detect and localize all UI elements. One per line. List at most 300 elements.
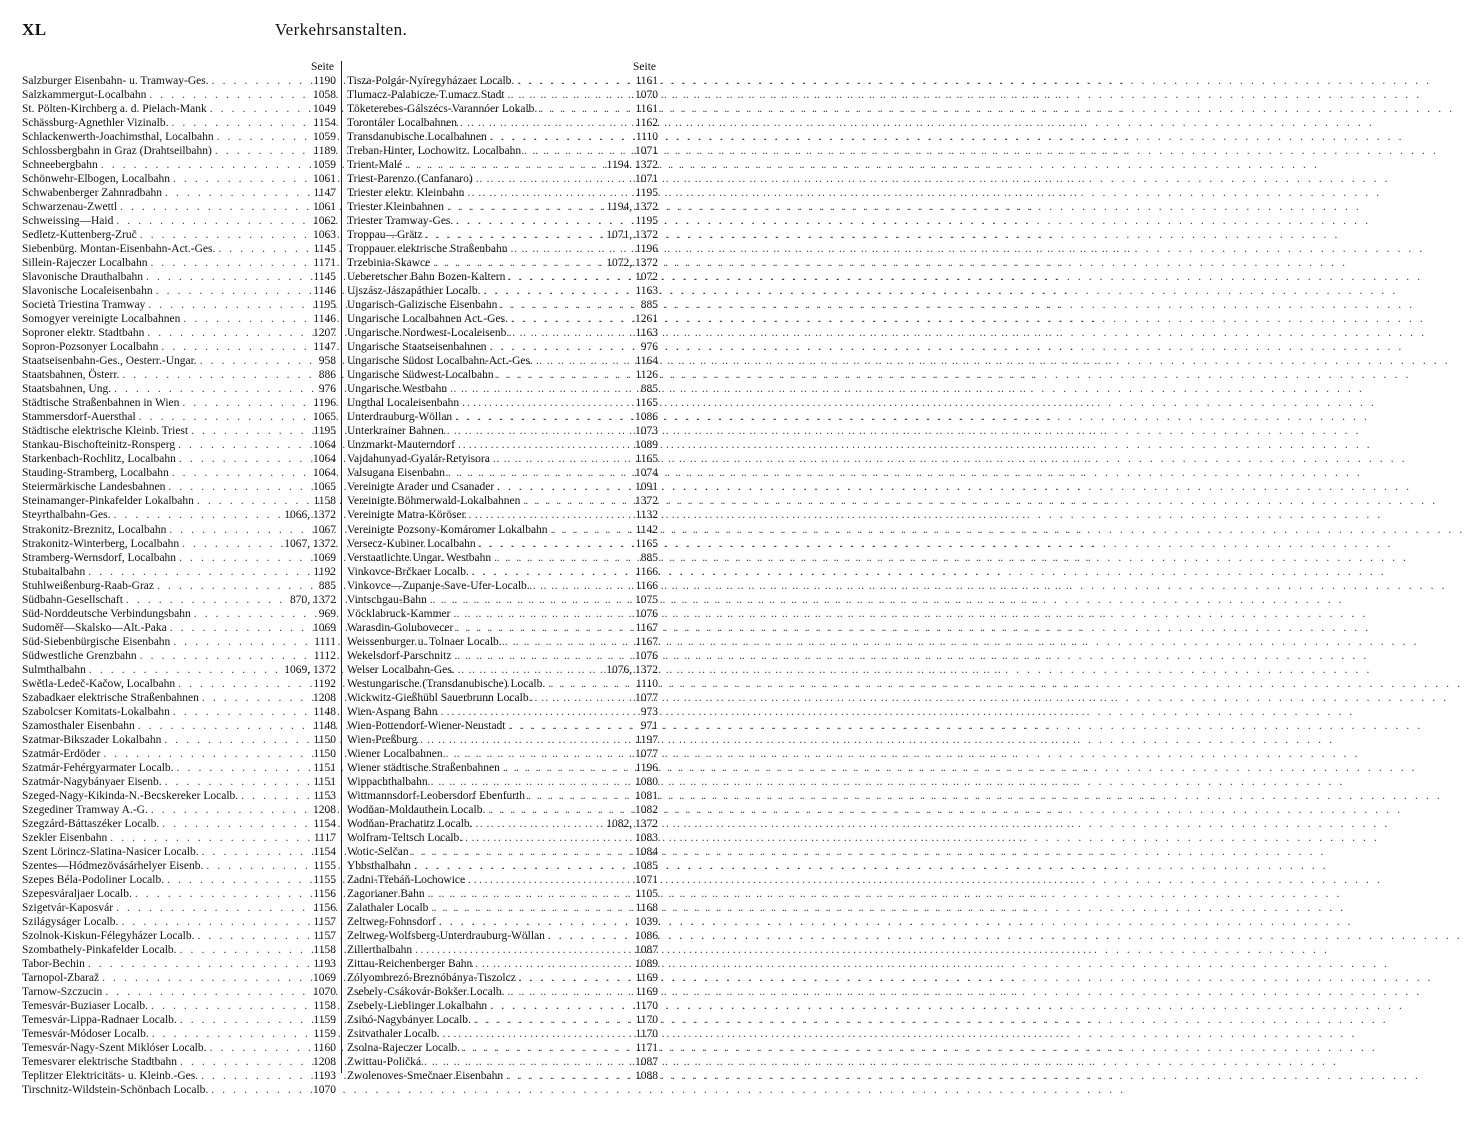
entry-name: Steinamanger-Pinkafelder Lokalbahn (22, 495, 194, 508)
index-entry (22, 887, 336, 901)
entry-name: Süd-Norddeutsche Verbindungsbahn (22, 607, 191, 620)
leader-dots (209, 74, 314, 88)
entry-page: 1069 (313, 621, 336, 634)
leader-dots (502, 635, 636, 649)
leader-dots (238, 789, 313, 803)
leader-dots (137, 649, 314, 663)
entry-page: 1069 (313, 551, 336, 564)
index-entry (22, 565, 336, 579)
entry-name: Wickwitz-Gießhübl Sauerbrunn Localb. (347, 691, 532, 704)
leader-dots (199, 845, 314, 859)
leader-dots (453, 621, 635, 635)
index-entry (22, 270, 336, 284)
entry-page: 1208 (313, 803, 336, 816)
leader-dots (85, 565, 313, 579)
index-column-left (22, 61, 336, 1097)
leader-dots (154, 579, 319, 593)
entry-name: Teplitzer Elektricitäts- u. Kleinb.-Ges. (22, 1070, 199, 1083)
index-entry (347, 228, 658, 242)
index-entry (347, 200, 658, 214)
index-entry (22, 873, 336, 887)
entry-page: 1195 (635, 187, 658, 200)
entry-name: Szatmár-Nagybányaer Eisenb. (22, 775, 162, 788)
entry-name: Szigetvár-Kaposvár (22, 901, 114, 914)
leader-dots (445, 466, 635, 480)
entry-name: Trient-Malé (347, 159, 403, 172)
entry-page: 1196 (635, 761, 658, 774)
entry-name: Steiermärkische Landesbahnen (22, 481, 166, 494)
index-entry (347, 130, 658, 144)
entry-name: Schönwehr-Elbogen, Localbahn (22, 173, 170, 186)
leader-dots (457, 116, 635, 130)
entry-page: 1150 (313, 733, 336, 746)
leader-dots (159, 817, 313, 831)
index-entry (347, 480, 658, 494)
leader-dots (102, 985, 313, 999)
entry-page: 1066, 1372 (284, 509, 336, 522)
entry-name: Temesvár-Módoser Localb. (22, 1028, 149, 1041)
entry-page: 1166 (635, 579, 658, 592)
entry-name: Wotic-Selčan (347, 845, 409, 858)
entry-name: Troppau—Grätz (347, 229, 423, 242)
entry-page: 1142 (635, 523, 658, 536)
entry-page: 1105 (635, 887, 658, 900)
entry-name: Schlossbergbahn in Graz (Drahtseilbahn) (22, 145, 212, 158)
leader-dots (158, 340, 313, 354)
index-entry (347, 326, 658, 340)
leader-dots (505, 88, 635, 102)
index-entry (22, 354, 336, 368)
entry-name: Zagorianer Bahn (347, 887, 425, 900)
entry-name: Vintschgau-Bahn (347, 593, 427, 606)
leader-dots (505, 270, 635, 284)
index-entry (22, 607, 336, 621)
index-entry (22, 1013, 336, 1027)
entry-page: 885 (640, 383, 658, 396)
leader-dots (451, 649, 635, 663)
leader-dots (214, 130, 313, 144)
leader-dots (203, 859, 313, 873)
entry-name: Wodňan-Prachatitz Localb. (347, 817, 473, 830)
index-entry (22, 999, 336, 1013)
leader-dots (132, 887, 314, 901)
index-entry (22, 775, 336, 789)
leader-dots (533, 354, 636, 368)
index-entry (347, 256, 658, 270)
entry-name: Südbahn-Gesellschaft (22, 593, 123, 606)
leader-dots (428, 775, 635, 789)
index-entry (22, 901, 336, 915)
leader-dots (438, 705, 641, 719)
entry-name: Szatmár-Erdöder (22, 747, 101, 760)
index-entry (22, 929, 336, 943)
entry-name: Soproner elektr. Stadtbahn (22, 327, 145, 340)
leader-dots (530, 579, 636, 593)
leader-dots (487, 999, 635, 1013)
index-entry (347, 943, 658, 957)
entry-name: Wolfram-Teltsch Localb. (347, 831, 463, 844)
entry-page: 1195 (635, 215, 658, 228)
index-entry (347, 593, 658, 607)
leader-dots (487, 340, 641, 354)
entry-page: 1075 (635, 593, 658, 606)
leader-dots (167, 621, 313, 635)
leader-dots (188, 424, 313, 438)
index-entry (347, 508, 658, 522)
entry-name: Wien-Pottendorf-Wiener-Neustadt (347, 719, 506, 732)
entry-name: Szent Lörincz-Slatina-Nasicer Localb. (22, 845, 199, 858)
leader-dots (162, 775, 314, 789)
entry-page: 1084 (635, 845, 658, 858)
index-entry (22, 284, 336, 298)
index-entry (22, 410, 336, 424)
index-entry (347, 410, 658, 424)
index-entry (22, 761, 336, 775)
leader-dots (411, 859, 635, 873)
index-entry (347, 859, 658, 873)
entry-page: 1193 (313, 1070, 336, 1083)
index-entry (347, 663, 658, 677)
entry-page: 1165 (635, 453, 658, 466)
entry-name: Temesvár-Buziaser Localb. (22, 1000, 149, 1013)
index-entry (22, 396, 336, 410)
entry-page: 976 (318, 383, 336, 396)
index-entry (347, 1069, 658, 1083)
index-entry (22, 663, 336, 677)
leader-dots (170, 635, 314, 649)
entry-name: Schweissing—Haid (22, 215, 114, 228)
index-entry (22, 256, 336, 270)
entry-name: Wippachthalbahn (347, 775, 428, 788)
index-entry (22, 817, 336, 831)
entry-name: Ungarische Localbahnen Act.-Ges. (347, 313, 508, 326)
entry-page: 1065 (313, 481, 336, 494)
index-entry (22, 494, 336, 508)
entry-name: Vereinigte Böhmerwald-Lokalbahnen (347, 495, 521, 508)
index-entry (347, 537, 658, 551)
entry-page: 1168 (635, 901, 658, 914)
seite-label: Seite (311, 61, 334, 73)
entry-page: 1067 (313, 523, 336, 536)
leader-dots (177, 943, 314, 957)
entry-name: Welser Localbahn-Ges. (347, 663, 455, 676)
entry-page: 1112 (313, 649, 336, 662)
entry-page: 1070 (313, 986, 336, 999)
entry-page: 1158 (313, 943, 336, 956)
leader-dots (453, 214, 635, 228)
entry-page: 1146 (313, 285, 336, 298)
entry-name: Temesvár-Nagy-Szent Miklóser Localb. (22, 1042, 207, 1055)
leader-dots (161, 733, 313, 747)
index-entry (347, 579, 658, 593)
entry-name: Stankau-Bischofteinitz-Ronsperg (22, 439, 176, 452)
leader-dots (176, 452, 313, 466)
leader-dots (440, 1027, 636, 1041)
entry-page: 973 (640, 705, 658, 718)
index-entry (22, 368, 336, 382)
entry-page: 1126 (635, 369, 658, 382)
leader-dots (143, 270, 313, 284)
entry-name: Ungthal Localeisenbahn (347, 397, 460, 410)
entry-page: 969 (318, 607, 336, 620)
leader-dots (430, 256, 606, 270)
entry-name: Ungarische Südost Localbahn-Act.-Ges. (347, 355, 533, 368)
entry-name: Zwittau-Poličká (347, 1056, 422, 1069)
index-entry (347, 1041, 658, 1055)
entry-name: Temesvár-Lippa-Radnaer Localb. (22, 1014, 177, 1027)
index-entry (22, 326, 336, 340)
entry-page: 1155 (313, 873, 336, 886)
leader-dots (531, 691, 635, 705)
leader-dots (423, 228, 607, 242)
entry-page: 1076 (635, 607, 658, 620)
index-entry (347, 957, 658, 971)
leader-dots (436, 915, 635, 929)
leader-dots (162, 186, 313, 200)
index-entry (347, 775, 658, 789)
index-entry (347, 396, 658, 410)
leader-dots (194, 929, 313, 943)
entry-page: 1089 (635, 439, 658, 452)
entry-name: Ungarische Nordwest-Localeisenb. (347, 327, 510, 340)
entry-name: Wien-Preßburg (347, 733, 418, 746)
entry-page: 1208 (313, 691, 336, 704)
entry-name: Tarnopol-Zbaraž (22, 972, 100, 984)
leader-dots (520, 494, 635, 508)
entry-page: 1148 (313, 719, 336, 732)
entry-page: 1064 (313, 453, 336, 466)
index-entry (22, 635, 336, 649)
index-entry (347, 438, 658, 452)
leader-dots (525, 789, 635, 803)
index-entry (22, 88, 336, 102)
leader-dots (180, 312, 313, 326)
leader-dots (177, 1013, 314, 1027)
leader-dots (111, 382, 319, 396)
index-entry (347, 607, 658, 621)
entry-name: Warasdin-Golubovecer (347, 621, 454, 634)
leader-dots (506, 719, 641, 733)
entry-page: 885 (640, 551, 658, 564)
index-entry (347, 551, 658, 565)
entry-page: 1076 (635, 649, 658, 662)
entry-name: Torontáler Localbahnen (347, 117, 457, 130)
leader-dots (455, 663, 607, 677)
entry-name: Troppauer elektrische Straßenbahn (347, 243, 508, 256)
index-entry (22, 1041, 336, 1055)
index-entry (22, 649, 336, 663)
entry-page: 971 (640, 719, 658, 732)
entry-page: 1110 (635, 131, 658, 144)
entry-name: Sillein-Rajeczer Localbahn (22, 257, 148, 270)
entry-name: Vereinigte Matra-Köröser (347, 509, 466, 522)
entry-page: 1082 (635, 803, 658, 816)
index-entry (347, 214, 658, 228)
column-divider (341, 61, 342, 1073)
index-entry (22, 579, 336, 593)
index-entry (22, 298, 336, 312)
leader-dots (165, 480, 313, 494)
entry-name: Triester elektr. Kleinbahn (347, 187, 465, 200)
entry-page: 1171 (635, 1042, 658, 1055)
entry-name: Verstaatlichte Ungar. Westbahn (347, 551, 492, 564)
entry-name: Schneebergbahn (22, 159, 98, 172)
index-list-right (347, 74, 658, 1083)
entry-page: 1161 (635, 103, 658, 116)
leader-dots (170, 705, 314, 719)
entry-page: 1157 (313, 915, 336, 928)
index-entry (347, 340, 658, 354)
index-entry (347, 186, 658, 200)
leader-dots (460, 1041, 635, 1055)
index-entry (22, 74, 336, 88)
entry-page: 870, 1372 (290, 593, 336, 606)
entry-page: 1154 (313, 845, 336, 858)
index-entry (22, 677, 336, 691)
entry-name: Tlumacz-Palahicze-T.umacz Stadt (347, 89, 505, 102)
entry-name: Vinkovce—Zupanje-Save-Ufer-Localb. (347, 579, 530, 592)
leader-dots (514, 74, 635, 88)
index-entry (22, 845, 336, 859)
index-entry (347, 298, 658, 312)
index-entry (22, 312, 336, 326)
index-entry (347, 466, 658, 480)
entry-page: 1171 (313, 257, 336, 270)
entry-name: Zillerthalbahn (347, 943, 413, 956)
index-entry (22, 144, 336, 158)
leader-dots (179, 537, 284, 551)
entry-page: 1063 (313, 229, 336, 242)
entry-name: Schwarzenau-Zwettl (22, 201, 118, 214)
leader-dots (208, 1083, 313, 1097)
index-entry (347, 382, 658, 396)
entry-name: Szamosthaler Eisenbahn (22, 719, 135, 732)
leader-dots (476, 537, 636, 551)
leader-dots (485, 803, 635, 817)
entry-name: Staatsbahnen, Ung. (22, 383, 112, 396)
entry-name: Sulmthalbahn (22, 663, 86, 676)
index-entry (22, 943, 336, 957)
index-entry (22, 1055, 336, 1069)
index-entry (22, 691, 336, 705)
entry-name: Stauding-Stramberg, Localbahn (22, 467, 169, 480)
leader-dots (113, 901, 313, 915)
leader-dots (472, 957, 635, 971)
entry-page: 1088 (635, 1070, 658, 1083)
entry-page: 1192 (313, 677, 336, 690)
page-header (22, 20, 660, 44)
entry-name: Wien-Aspang Bahn (347, 705, 438, 718)
leader-dots (465, 873, 635, 887)
index-entry (347, 158, 658, 172)
leader-dots (174, 761, 314, 775)
index-entry (347, 144, 658, 158)
leader-dots (136, 410, 313, 424)
index-entry (22, 130, 336, 144)
entry-page: 1077 (635, 747, 658, 760)
index-column-right (347, 61, 658, 1083)
entry-page: 1065 (313, 411, 336, 424)
entry-page: 1194. 1372 (606, 159, 658, 172)
entry-page: 1153 (313, 789, 336, 802)
entry-name: Szegzárd-Báttaszéker Localb. (22, 817, 160, 830)
leader-dots (417, 733, 635, 747)
index-entry (347, 635, 658, 649)
entry-name: Szekler Eisenbahn (22, 831, 108, 844)
entry-page: 1156 (313, 887, 336, 900)
index-entry (347, 971, 658, 985)
entry-page: 1111 (314, 635, 336, 648)
entry-page: 885 (318, 579, 336, 592)
entry-name: Szabolcser Komitats-Lokalbahn (22, 705, 170, 718)
leader-dots (447, 382, 641, 396)
entry-name: Vöcklabruck-Kammer (347, 607, 451, 620)
leader-dots (464, 186, 635, 200)
entry-page: 1154 (313, 117, 336, 130)
index-entry (22, 831, 336, 845)
index-entry (22, 466, 336, 480)
entry-page: 1091 (635, 481, 658, 494)
entry-name: Tirschnitz-Wildstein-Schönbach Localb. (22, 1084, 209, 1097)
leader-dots (469, 565, 636, 579)
entry-name: Staatseisenbahn-Ges., Oesterr.-Ungar. (22, 355, 197, 368)
index-entry (347, 102, 658, 116)
entry-name: Szepes Béla-Podoliner Localb. (22, 873, 165, 886)
index-entry (347, 368, 658, 382)
index-entry (347, 565, 658, 579)
entry-page: 1069, 1372 (284, 663, 336, 676)
entry-page: 1071, 1372 (606, 229, 658, 242)
leader-dots (147, 256, 313, 270)
leader-dots (505, 985, 636, 999)
index-entry (22, 480, 336, 494)
entry-page: 1196 (313, 397, 336, 410)
entry-name: Schwabenberger Zahnradbahn (22, 187, 162, 200)
entry-name: Steyrthalbahn-Ges. (22, 509, 111, 522)
entry-page: 1165 (635, 397, 658, 410)
entry-name: Salzkammergut-Localbahn (22, 89, 147, 102)
entry-page: 1161 (635, 75, 658, 87)
page-title: Verkehrsanstalten. (274, 20, 408, 39)
leader-dots (402, 158, 607, 172)
entry-page: 1159 (313, 1014, 336, 1027)
entry-page: 1167 (635, 635, 658, 648)
entry-page: 1080 (635, 775, 658, 788)
entry-page: 1167 (635, 621, 658, 634)
entry-name: Ybbsthalbahn (347, 859, 411, 872)
leader-dots (545, 929, 635, 943)
entry-page: 1086 (635, 929, 658, 942)
leader-dots (545, 677, 636, 691)
entry-page: 1208 (313, 1056, 336, 1069)
entry-name: Zsebely-Csákovár-Bokšer Localb. (347, 986, 505, 999)
entry-name: Vereinigte Pozsony-Komáromer Lokalbahn (347, 523, 548, 536)
leader-dots (175, 677, 313, 691)
leader-dots (473, 817, 607, 831)
index-entry (347, 649, 658, 663)
entry-page: 1083 (635, 831, 658, 844)
index-entry (22, 971, 336, 985)
entry-name: Stramberg-Wernsdorf, Localbahn (22, 551, 177, 564)
entry-page: 1155 (313, 859, 336, 872)
entry-name: Zeltweg-Wolfsberg-Unterdrauburg-Wöllan (347, 929, 545, 942)
entry-page: 1072, 1372 (606, 257, 658, 270)
entry-page: 1158 (313, 495, 336, 508)
leader-dots (119, 368, 318, 382)
entry-page: 1151 (313, 761, 336, 774)
leader-dots (168, 116, 313, 130)
index-entry (22, 158, 336, 172)
